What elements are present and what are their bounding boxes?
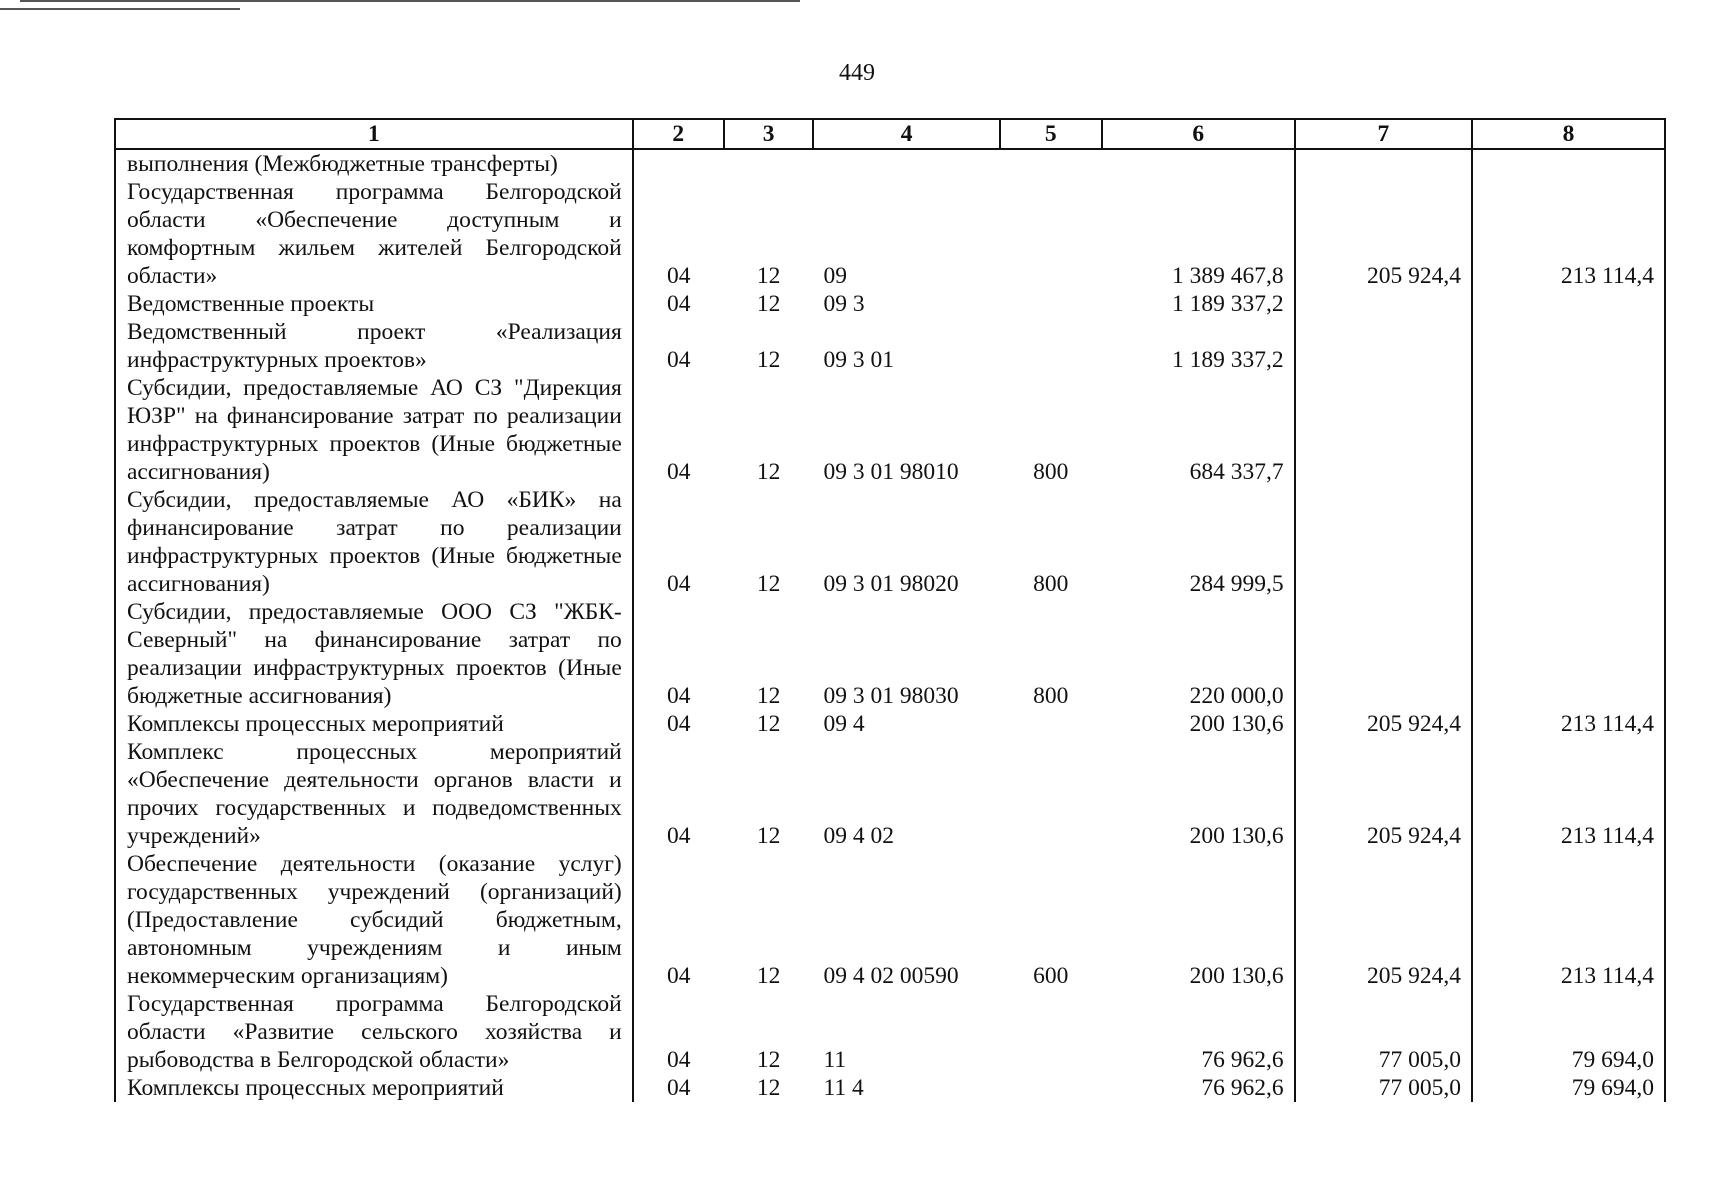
target-article-cell: 11 4 [823, 1075, 864, 1101]
section-code-cell: 04 [666, 823, 691, 849]
subsection-code-cell: 12 [756, 823, 781, 849]
subsection-code-cell: 12 [756, 963, 781, 989]
expense-type-cell [1000, 290, 1102, 318]
section-code-cell [633, 149, 724, 178]
subsection-code-cell: 12 [756, 711, 781, 737]
expense-type-cell [1000, 178, 1102, 290]
year3-amount-cell: 79 694,0 [1472, 1074, 1665, 1102]
table-row [115, 1074, 1665, 1102]
table-row [115, 990, 1665, 1074]
column-header: 3 [724, 119, 814, 149]
section-code-cell: 04 [666, 683, 691, 709]
year2-amount-cell [1295, 318, 1472, 374]
expense-type-cell: 800 [1033, 459, 1069, 485]
section-code-cell: 04 [666, 347, 691, 373]
subsection-code-cell: 12 [756, 1075, 781, 1101]
table-row [115, 290, 1665, 318]
subsection-code-cell: 12 [756, 459, 781, 485]
expense-type-cell [1000, 1074, 1102, 1102]
item-name-cell: Комплексы процессных мероприятий [115, 710, 633, 738]
scan-artifact-line [20, 0, 800, 2]
section-code-cell: 04 [666, 1047, 691, 1073]
year2-amount-cell: 205 924,4 [1295, 710, 1472, 738]
year3-amount-cell [1472, 598, 1665, 710]
target-article-cell: 09 4 [823, 711, 865, 737]
year1-amount-cell: 76 962,6 [1102, 990, 1295, 1074]
subsection-code-cell: 12 [756, 571, 781, 597]
table-row [115, 850, 1665, 990]
target-article-cell: 09 3 01 [823, 347, 894, 373]
year2-amount-cell: 77 005,0 [1295, 990, 1472, 1074]
table-row [115, 598, 1665, 710]
page-number: 449 [839, 60, 875, 86]
year2-amount-cell: 77 005,0 [1295, 1074, 1472, 1102]
column-header: 5 [1000, 119, 1102, 149]
item-name-cell: Ведомственный проект «Реализация инфраструктурных проектов» [115, 318, 633, 374]
table-row [115, 710, 1665, 738]
section-code-cell: 04 [666, 963, 691, 989]
year2-amount-cell [1295, 374, 1472, 486]
year1-amount-cell: 200 130,6 [1102, 738, 1295, 850]
budget-table [114, 118, 1666, 1102]
target-article-cell: 09 3 01 98020 [823, 571, 959, 597]
year1-amount-cell: 684 337,7 [1102, 374, 1295, 486]
expense-type-cell [1000, 318, 1102, 374]
subsection-code-cell: 12 [756, 263, 781, 289]
subsection-code-cell: 12 [756, 347, 781, 373]
item-name-cell: Субсидии, предоставляемые АО «БИК» на финансирование затрат по реализации инфраструктурных проектов (Иные бюджетные ассигнования) [115, 486, 633, 598]
year2-amount-cell [1295, 290, 1472, 318]
year3-amount-cell: 213 114,4 [1472, 710, 1665, 738]
item-name-cell: Государственная программа Белгородской области «Развитие сельского хозяйства и рыбоводства в Белгородской области» [115, 990, 633, 1074]
year3-amount-cell [1472, 486, 1665, 598]
target-article-cell: 11 [823, 1047, 847, 1073]
column-header: 6 [1102, 119, 1295, 149]
target-article-cell [813, 149, 999, 178]
target-article-cell: 09 4 02 00590 [823, 963, 959, 989]
expense-type-cell [1000, 738, 1102, 850]
expense-type-cell [1000, 710, 1102, 738]
table-row [115, 738, 1665, 850]
section-code-cell: 04 [666, 263, 691, 289]
table-row [115, 486, 1665, 598]
year3-amount-cell: 213 114,4 [1472, 738, 1665, 850]
item-name-cell: Субсидии, предоставляемые АО СЗ "Дирекция ЮЗР" на финансирование затрат по реализации инфраструктурных проектов (Иные бюджетные ассигнования) [115, 374, 633, 486]
subsection-code-cell: 12 [756, 683, 781, 709]
expense-type-cell: 600 [1033, 963, 1069, 989]
expense-type-cell: 800 [1033, 683, 1069, 709]
item-name-cell: выполнения (Межбюджетные трансферты) [115, 149, 633, 178]
year3-amount-cell: 213 114,4 [1472, 178, 1665, 290]
year3-amount-cell: 79 694,0 [1472, 990, 1665, 1074]
year2-amount-cell [1295, 486, 1472, 598]
year1-amount-cell: 284 999,5 [1102, 486, 1295, 598]
subsection-code-cell [724, 149, 814, 178]
table-row [115, 318, 1665, 374]
section-code-cell: 04 [666, 711, 691, 737]
table-header-row [115, 119, 1665, 149]
target-article-cell: 09 [823, 263, 847, 289]
column-header: 4 [813, 119, 999, 149]
year3-amount-cell [1472, 149, 1665, 178]
scan-artifact-line [0, 8, 240, 10]
year2-amount-cell [1295, 149, 1472, 178]
year3-amount-cell [1472, 374, 1665, 486]
expense-type-cell [1000, 149, 1102, 178]
year3-amount-cell [1472, 318, 1665, 374]
year1-amount-cell: 76 962,6 [1102, 1074, 1295, 1102]
year1-amount-cell: 200 130,6 [1102, 710, 1295, 738]
subsection-code-cell: 12 [756, 1047, 781, 1073]
target-article-cell: 09 3 01 98030 [823, 683, 959, 709]
year2-amount-cell: 205 924,4 [1295, 738, 1472, 850]
item-name-cell: Комплекс процессных мероприятий «Обеспечение деятельности органов власти и прочих государственных и подведомственных учреждений» [115, 738, 633, 850]
year2-amount-cell [1295, 598, 1472, 710]
section-code-cell: 04 [666, 1075, 691, 1101]
year1-amount-cell: 200 130,6 [1102, 850, 1295, 990]
table-row [115, 374, 1665, 486]
section-code-cell: 04 [666, 459, 691, 485]
item-name-cell: Ведомственные проекты [115, 290, 633, 318]
year3-amount-cell [1472, 290, 1665, 318]
year1-amount-cell: 1 389 467,8 [1102, 178, 1295, 290]
year3-amount-cell: 213 114,4 [1472, 850, 1665, 990]
year1-amount-cell: 1 189 337,2 [1102, 318, 1295, 374]
target-article-cell: 09 3 [823, 291, 865, 317]
year1-amount-cell: 220 000,0 [1102, 598, 1295, 710]
subsection-code-cell: 12 [756, 291, 781, 317]
item-name-cell: Комплексы процессных мероприятий [115, 1074, 633, 1102]
item-name-cell: Субсидии, предоставляемые ООО СЗ "ЖБК-Северный" на финансирование затрат по реализации инфраструктурных проектов (Иные бюджетные ассигнования) [115, 598, 633, 710]
target-article-cell: 09 3 01 98010 [823, 459, 959, 485]
year2-amount-cell: 205 924,4 [1295, 850, 1472, 990]
column-header: 2 [633, 119, 724, 149]
section-code-cell: 04 [666, 291, 691, 317]
column-header: 7 [1295, 119, 1472, 149]
item-name-cell: Государственная программа Белгородской области «Обеспечение доступным и комфортным жильем жителей Белгородской области» [115, 178, 633, 290]
column-header: 1 [115, 119, 633, 149]
year1-amount-cell: 1 189 337,2 [1102, 290, 1295, 318]
expense-type-cell: 800 [1033, 571, 1069, 597]
table-row [115, 178, 1665, 290]
column-header: 8 [1472, 119, 1665, 149]
target-article-cell: 09 4 02 [823, 823, 894, 849]
expense-type-cell [1000, 990, 1102, 1074]
section-code-cell: 04 [666, 571, 691, 597]
year1-amount-cell [1102, 149, 1295, 178]
year2-amount-cell: 205 924,4 [1295, 178, 1472, 290]
table-row [115, 149, 1665, 178]
item-name-cell: Обеспечение деятельности (оказание услуг) государственных учреждений (организаций) (Предоставление субсидий бюджетным, автономным учреждениям и иным некоммерческим организациям) [115, 850, 633, 990]
